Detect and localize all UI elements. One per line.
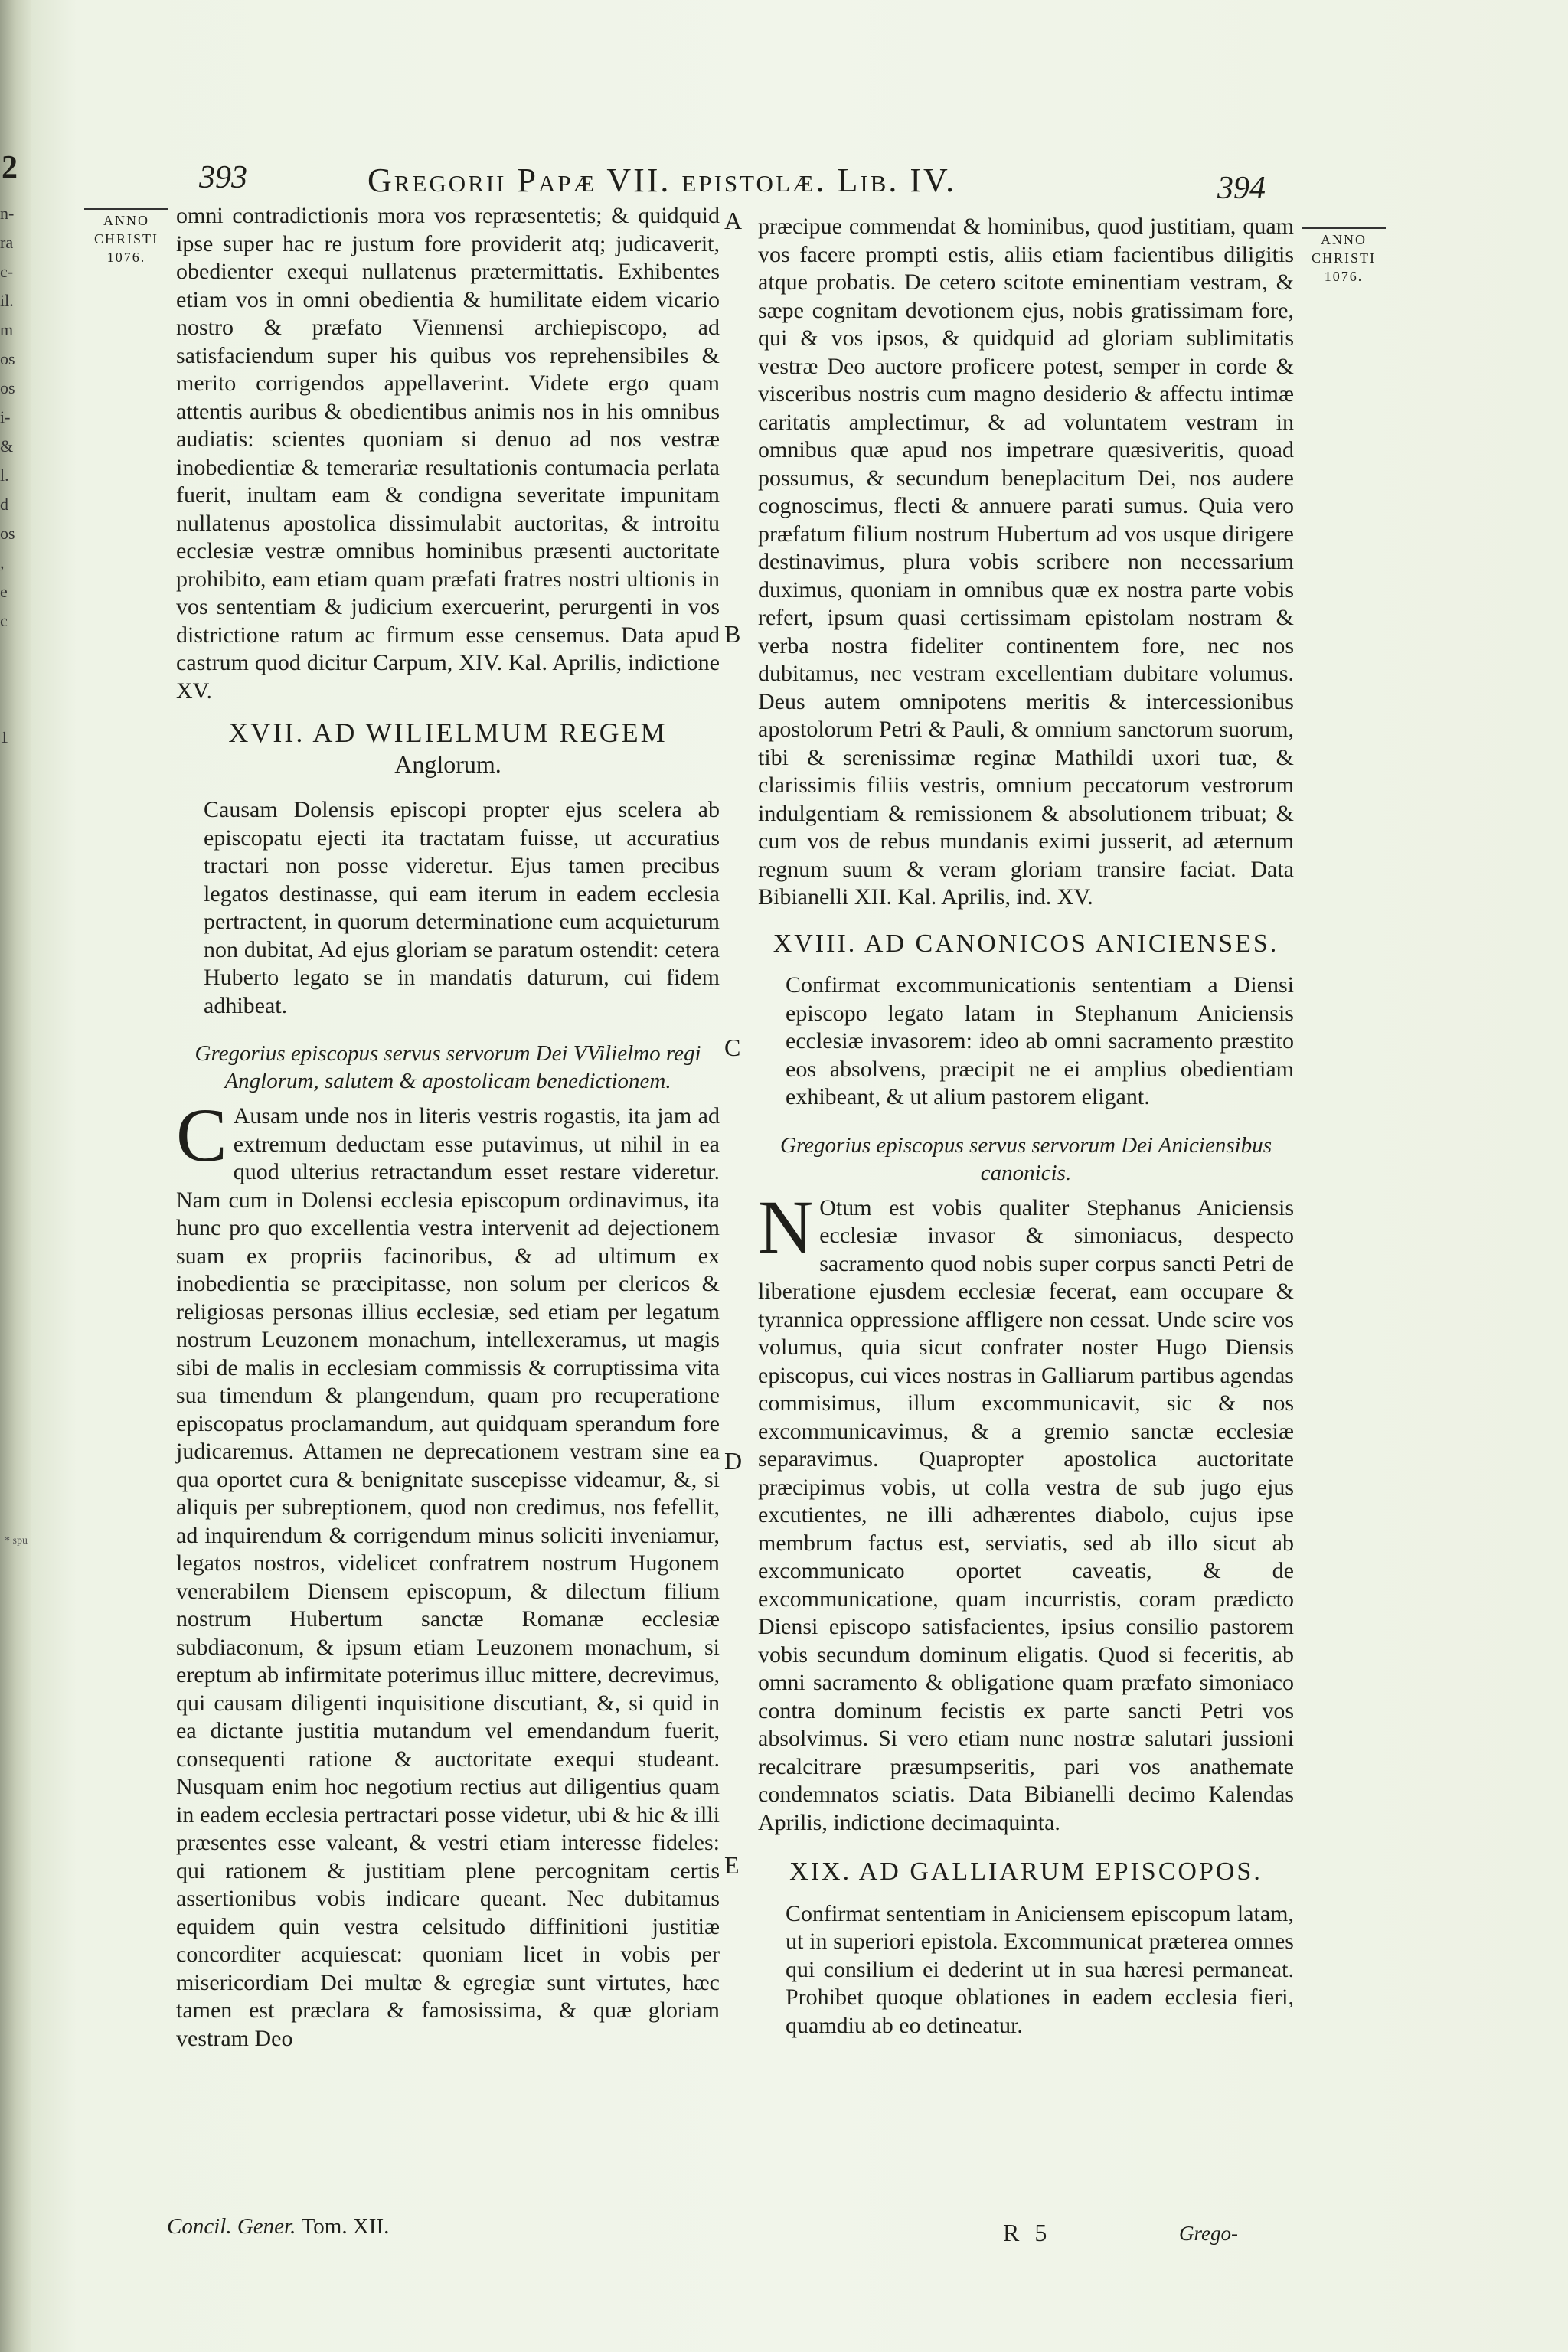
gutter-fragment: il. — [0, 291, 14, 310]
left-column — [176, 202, 720, 2053]
gutter-fragment: ra — [0, 233, 14, 252]
margin-marker-c: C — [724, 1034, 741, 1061]
gutter-fragment: d — [0, 495, 8, 514]
letter-xvii-body — [176, 1093, 720, 2053]
gutter-fragment: os — [0, 349, 15, 368]
gutter-fragment — [0, 752, 23, 781]
tome-label: Tom. XII. — [301, 2214, 390, 2239]
gutter-fragment: m — [0, 320, 14, 339]
gutter-fragment: e — [0, 582, 8, 601]
christi-label: CHRISTI — [93, 231, 158, 247]
binding-gutter — [0, 0, 31, 2352]
anno-label: ANNO — [1321, 232, 1367, 247]
letter-xix-heading: XIX. AD GALLIARUM EPISCOPOS. — [789, 1857, 1263, 1886]
letter-xviii-text: Otum est vobis qualiter Stephanus Aniciensis ecclesiæ invasor & simoniacus, despecto sacramento quod nobis super corpus sancti Petri de liberatione ejusdem ecclesiæ fecerat, eam occupare & tyrannica oppressione affligere non cessat. Unde scire vos volumus, quia sicut confrater noster Hugo Diensis episcopus, cui vices nostras in Galliarum partibus agendas commisimus, illum excommunicavit, sic & nos excommunicavimus, & a gremio sanctæ ecclesiæ separavimus. Quapropter apostolica auctoritate præcipimus vobis, ut colla vestra de sub jugo ejus excutientes, ne illi adhærentes diabolo, cujus ipse membrum factus est, serviatis, sed ab illo sicut ab excommunicato oportet caveatis, & de excommunicatione, quam incurristis, coram prædicto Diensi episcopo satisfacientes, ipsius consilio pastorem vobis secundum dominum eligatis. Quod si feceritis, ab omni sacramento & obligatione quam præfato simoniaco contra dominum fecistis ex parte sancti Petri vos absolvimus. Si vero etiam nunc nostræ salutari jussioni recalcitrare præsumpseritis, pari vos anathemate condemnatos sciatis. Data Bibianelli decimo Kalendas Aprilis, indictione decimaquinta. — [758, 1194, 1294, 1835]
summary-text: Confirmat sententiam in Aniciensem episcopum latam, ut in superiori epistola. Excommunicat præterea omnes qui consilium ei dederint ut in sua hæresi permaneat. Prohibet quoque oblationes in eadem ecclesia fieri, quamdiu ab eo detineatur. — [786, 1900, 1294, 2038]
summary-text: Confirmat excommunicationis sententiam a Diensi episcopo legato latam in Stephanum Aniciensis ecclesiæ invasorem: ideo ab omni sacramento præstito eos absolvens, præcipit ne ei amplius obedientiam exhibeant, & ut alium pastorem eligant. — [786, 972, 1294, 1109]
facing-page-fragments — [0, 199, 23, 839]
facing-page-note: * spu — [5, 1535, 28, 1547]
margin-marker-a: A — [724, 207, 743, 234]
letter-xvii-summary — [176, 796, 720, 1020]
margin-marker-b: B — [724, 620, 741, 648]
year-label: 1076. — [1324, 269, 1364, 284]
gutter-fragment: c — [0, 611, 8, 630]
gutter-fragment: n- — [0, 204, 15, 223]
drop-capital: N — [758, 1184, 814, 1269]
signature-mark: R 5 — [1003, 2219, 1052, 2246]
gutter-fragment: , — [0, 553, 5, 572]
letter-xviii-body — [758, 1184, 1294, 1838]
year-label: 1076. — [106, 250, 146, 265]
anno-rule — [1302, 227, 1386, 229]
gutter-fragment — [0, 665, 23, 694]
gutter-fragment: l. — [0, 466, 9, 485]
letter-xviii-summary — [758, 972, 1294, 1112]
running-header — [31, 153, 1568, 207]
gutter-fragment: c- — [0, 262, 14, 281]
margin-marker-d: D — [724, 1447, 743, 1475]
page-number-left: 393 — [199, 160, 247, 195]
gutter-fragment: 1 — [0, 727, 8, 746]
facing-page-number: 2 — [2, 150, 18, 185]
signature-line-left — [167, 2214, 389, 2239]
gutter-fragment — [0, 810, 23, 839]
book-page — [31, 0, 1568, 2352]
letter-xvii-heading: XVII. AD WILIELMUM REGEM — [228, 717, 668, 748]
letter-xvii-text: Ausam unde nos in literis vestris rogastis, ita jam ad extremum deductam esse putavimus, ut nihil in ea quod ulterius retractandum esset restare videretur. Nam cum in Dolensi ecclesia episcopum ordinavimus, ita hunc pro quo excellentia vestra intervenit ad dejectionem suam ex propriis facinoribus, & ad ultimum ex inobedientia se præcipitasse, non solum per clericos & religiosas personas illius ecclesiæ, sed etiam per legatum nostrum Leuzonem monachum, intellexeramus, ut magis sibi de malis in ecclesiam commissis & corruptissima vita sua timendum & plangendum, quam pro recuperatione episcopatus proclamandum, aut quidquam sperandum fore judicaremus. Attamen ne deprecationem vestram sine ea qua oportet cura & benignitate suscepisse videamur, &, si aliquis per subreptionem, quod non credimus, nos fefellit, ad inquirendum & corrigendum minus soliciti inveniamur, legatos nostros, videlicet confratrem nostrum Hugonem venerabilem Diensem episcopum, & dilectum filium nostrum Hubertum sanctæ Romanæ ecclesiæ subdiaconum, & ipsum etiam Leuzonem monachum, si ereptum ab infirmitate poterimus illuc mittere, decrevimus, qui causam diligenti inquisitione discutiant, &, si quid in ea dictante justitia mutandum vel emendandum fuerit, consequenti ratione & auctoritate exequi studeant. Nusquam enim hoc negotium rectius aut diligentius quam in eadem ecclesia pertractari posse videtur, ubi & hic & illi præsentes esse valeant, & vestri etiam interesse fideles: qui rationem & justitiam plene percognitam certis assertionibus vobis indicare queant. Nec dubitamus equidem quin vestra celsitudo diffinitioni justitiæ concorditer acquiescat: quoniam licet in vobis per misericordiam Dei multæ & egregiæ sunt virtutes, hæc tamen est præclara & famosissima, & quæ gloriam vestram Deo — [176, 1103, 720, 2051]
running-title: Gregorii Papæ VII. epistolæ. Lib. IV. — [368, 162, 957, 199]
gutter-fragment: os — [0, 378, 15, 397]
gutter-fragment — [0, 781, 23, 810]
gutter-fragment: i- — [0, 407, 11, 426]
christi-label: CHRISTI — [1311, 250, 1376, 266]
letter-xvii-continuation: præcipue commendat & hominibus, quod justitiam, quam vos facere prompti estis, aliis etiam facientibus diligitis atque probatis. De cetero scitote eminentiam vestram, & sæpe cognitam devotionem ejus, nobis gratissimam fore, qui & vos ipsos, & quidquid ad gloriam sublimitatis vestræ Deo auctore proficere potest, semper in corde & visceribus nostris cum magno desiderio & affectu intimæ caritatis amplectimur, & ad voluntatem vestram in omnibus quæ apud nos impetrare quæsiveritis, quoad possumus, & secundum beneplacitum Dei, nos audere cognoscimus, flecti & annuere parati sumus. Quia vero præfatum filium nostrum Hubertum ad vos usque dirigere destinavimus, plura vobis scribere non necessarium duximus, quoniam in omnibus quæ ex nostra parte vobis refert, ipsum quasi certissimam epistolam nostram & verba nostra fideliter continentem fore, nec nos dubitamus, nec vestram excellentiam dubitare volumus. Deus autem omnipotens meritis & intercessionibus apostolorum Petri & Pauli, & omnium sanctorum suorum, tibi & serenissimæ reginæ Mathildi uxori tuæ, & clarissimis filiis vestris, omnium peccatorum vestrorum indulgentiam & remissionem & absolutionem tribuat; & cum vos de rebus mundanis eximi jusserit, ad æternum regnum suum & veram gloriam transire faciat. Data Bibianelli XII. Kal. Aprilis, ind. XV. — [758, 214, 1294, 910]
anno-christi-right — [1294, 226, 1393, 286]
concil-label: Concil. Gener. — [167, 2214, 296, 2239]
letter-xviii-salutation: Gregorius episcopus servus servorum Dei Aniciensibus canonicis. — [780, 1132, 1272, 1185]
letter-xvi-conclusion: omni contradictionis mora vos repræsentetis; & quidquid ipse super hac re justum fore providerit atq; judicaverit, obedienter exequi nullatenus prætermittatis. Exhibentes etiam vos in omni obedientia & humilitate eidem vicario nostro & præfato Viennensi archiepiscopo, ad satisfaciendum super his quibus vos reprehensibiles & merito corrigendos appellaverint. Videte ergo quam attentis auribus & obedientibus animis nos in his omnibus audiatis: scientes quoniam si denuo ad nos vestræ inobedientiæ & temerariæ resultationis contumacia perlata fuerit, inultam eam & condigna severitate impunitam nullatenus apostolica dissimulabit auctoritas, & introitu ecclesiæ vestræ omnibus hominibus præsenti auctoritate prohibito, eam etiam quam præfati fratres nostri ultionis in vos sententiam & judicium exercuerint, perurgenti in vos districtione ratum ac firmum esse censemus. Data apud castrum quod dicitur Carpum, XIV. Kal. Aprilis, indictione XV. — [176, 203, 720, 704]
gutter-fragment: & — [0, 436, 14, 456]
anno-christi-left — [77, 207, 176, 266]
letter-xvii-salutation: Gregorius episcopus servus servorum Dei VVilielmo regi Anglorum, salutem & apostolicam benedictionem. — [194, 1041, 701, 1093]
drop-capital: C — [176, 1093, 227, 1178]
page-number-right: 394 — [1217, 171, 1266, 206]
margin-marker-e: E — [724, 1851, 740, 1879]
summary-text: Causam Dolensis episcopi propter ejus scelera ab episcopatu ejecti ita tractatam fuisse, ut accuratius tractari non posse videretur. Ejus tamen precibus legatos destinasse, qui eam iterum in eadem ecclesia pertractent, in quorum determinatione eum acquieturum non dubitat, Ad ejus gloriam se paratum ostendit: cetera Huberto legato se in mandatis daturum, cui fidem adhibeat. — [204, 797, 720, 1018]
anno-label: ANNO — [103, 213, 149, 228]
right-column — [758, 213, 1294, 2049]
letter-xvii-heading-sub: Anglorum. — [394, 750, 501, 778]
letter-xix-summary — [758, 1900, 1294, 2040]
gutter-fragment — [0, 635, 23, 665]
anno-rule — [84, 208, 168, 210]
gutter-fragment — [0, 694, 23, 723]
letter-xviii-heading: XVIII. AD CANONICOS ANICIENSES. — [773, 929, 1279, 958]
catchword: Grego- — [1179, 2222, 1238, 2245]
gutter-fragment: os — [0, 524, 15, 543]
